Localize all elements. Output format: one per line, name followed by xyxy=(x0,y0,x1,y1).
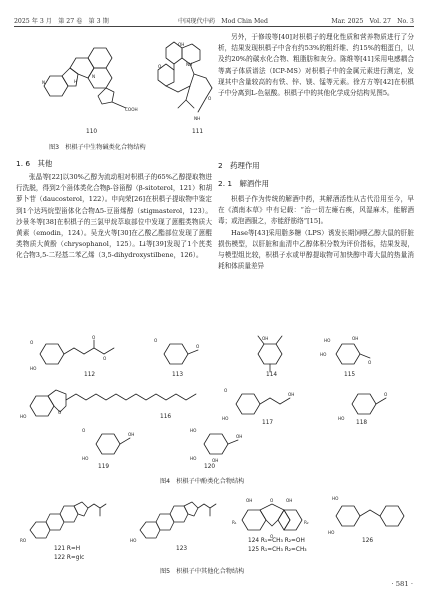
svg-text:OH: OH xyxy=(246,498,253,503)
paragraph-anti-alcohol: 枳椇子作为传统的解酒中药，其解酒活性从古代沿用至今，早在《滇南本草》中有记载：“治一切左瘫右痪，风湿麻木，能解酒毒；或泡酒服之，亦能舒筋络”[15]。 xyxy=(218,195,414,226)
header-volume: Mar. 2025 Vol. 27 No. 3 xyxy=(331,18,414,25)
compound-label-117: 117 xyxy=(262,420,274,426)
svg-text:O: O xyxy=(224,388,228,393)
svg-text:R₁: R₁ xyxy=(232,520,237,525)
svg-text:OH: OH xyxy=(286,498,293,503)
svg-text:OH: OH xyxy=(178,42,185,47)
structure-123 xyxy=(130,494,220,546)
structure-112 xyxy=(30,334,140,374)
structure-120 xyxy=(186,420,246,464)
compound-label-112: 112 xyxy=(84,372,96,378)
compound-label-120: 120 xyxy=(204,464,216,470)
svg-text:N: N xyxy=(92,74,96,79)
paragraph-hase-study: Hase等[43]采用脂多糖（LPS）诱发长期饲喂乙醇大鼠的肝脏损伤模型，以肝脏和血清中乙醇体积分数为评价指标，结果发现，与模型组比较，枳椇子水或甲醇提取物可加快醇中毒大鼠的热量消耗和体质量差异 xyxy=(218,228,414,271)
svg-text:HO: HO xyxy=(222,416,229,421)
svg-text:O: O xyxy=(196,344,200,349)
svg-text:O: O xyxy=(30,340,34,345)
header-journal: 中国现代中药 Mod Chin Med xyxy=(178,18,268,25)
svg-text:RO: RO xyxy=(20,538,27,543)
svg-text:COOH: COOH xyxy=(125,107,138,112)
compound-label-124: 124 R₁=CH₃ R₂=OH xyxy=(248,538,305,544)
section-heading-1-6: 1. 6 其他 xyxy=(16,159,53,168)
svg-text:HO: HO xyxy=(338,416,345,421)
page-number: · 581 · xyxy=(391,580,413,588)
right-column-pharmacology xyxy=(218,194,414,272)
svg-text:HO: HO xyxy=(190,428,197,433)
svg-text:O: O xyxy=(154,338,158,343)
svg-text:O: O xyxy=(270,498,274,503)
compound-label-114: 114 xyxy=(266,372,278,378)
figure-5-caption: 图5 枳椇子中其他化合物结构 xyxy=(160,568,245,575)
figure-3-caption: 图3 枳椇子中生物碱类化合物结构 xyxy=(49,144,146,151)
compound-label-125: 125 R₁=CH₃ R₂=CH₃ xyxy=(248,547,307,553)
svg-text:R₂: R₂ xyxy=(304,520,309,525)
svg-text:O: O xyxy=(368,360,372,365)
compound-label-116: 116 xyxy=(160,414,172,420)
structure-119 xyxy=(82,424,142,464)
compound-label-113: 113 xyxy=(172,372,184,378)
right-column-body xyxy=(218,32,414,99)
section-heading-2-1: 2. 1 解酒作用 xyxy=(218,179,270,188)
svg-text:O: O xyxy=(82,428,86,433)
svg-text:HO: HO xyxy=(20,414,27,419)
svg-text:OH: OH xyxy=(288,392,295,397)
compound-label-122: 122 R=glc xyxy=(54,555,85,561)
svg-text:H: H xyxy=(74,79,78,84)
svg-text:NH: NH xyxy=(186,62,193,67)
svg-text:O: O xyxy=(92,335,96,340)
svg-text:HO: HO xyxy=(130,538,137,543)
svg-text:HO: HO xyxy=(190,456,197,461)
structure-124-125 xyxy=(232,494,318,542)
svg-text:HO: HO xyxy=(328,530,335,535)
svg-text:HO: HO xyxy=(320,352,327,357)
structure-110 xyxy=(30,34,150,134)
structure-118 xyxy=(338,384,398,424)
svg-text:OH: OH xyxy=(236,434,243,439)
section-1-6-body xyxy=(16,172,212,262)
compound-label-111: 111 xyxy=(192,129,204,135)
svg-text:O: O xyxy=(58,410,62,415)
structure-116 xyxy=(20,384,210,424)
compound-label-123: 123 xyxy=(176,546,188,552)
structure-126 xyxy=(322,490,412,538)
paragraph-nutrients: 另外，于修竣等[40]对枳椇子的理化性质和营养物质进行了分析，结果发现枳椇子中含有约53%的粗纤维、约15%的粗蛋白，以及约20%的碳水化合物、粗脂肪和灰分。陈维等[41]采用电感耦合等离子体质谱法（ICP-MS）对枳椇子中的金属元素进行测定，发现其中含量较高的有铁、锌、镁、锰等元素。徐方方等[42]在枳椇子中分离到L-色氨酸。枳椇子中的其他化学成分结构见图5。 xyxy=(218,33,414,98)
svg-text:O: O xyxy=(158,64,162,69)
section-heading-2: 2 药理作用 xyxy=(218,161,260,170)
svg-text:O: O xyxy=(384,392,388,397)
figure-4-caption: 图4 枳椇子中酚类化合物结构 xyxy=(160,478,245,485)
svg-text:O: O xyxy=(208,96,212,101)
svg-text:HO: HO xyxy=(30,366,37,371)
svg-text:HO: HO xyxy=(332,496,339,501)
svg-text:OH: OH xyxy=(352,336,359,341)
svg-text:O: O xyxy=(270,534,274,539)
svg-text:N: N xyxy=(42,80,46,85)
header-issue: 2025 年 3 月 第 27 卷 第 3 期 xyxy=(14,18,109,25)
compound-label-110: 110 xyxy=(86,129,98,135)
structure-113 xyxy=(154,334,204,374)
header-rule xyxy=(14,26,414,27)
svg-text:O: O xyxy=(103,356,107,361)
compound-label-118: 118 xyxy=(356,420,368,426)
svg-text:OH: OH xyxy=(212,458,219,463)
svg-text:HO: HO xyxy=(82,456,89,461)
compound-label-121: 121 R=H xyxy=(54,546,81,552)
svg-text:OH: OH xyxy=(128,432,135,437)
structure-114 xyxy=(240,330,300,374)
svg-text:NH: NH xyxy=(194,116,201,121)
paragraph-other-compounds: 张晶等[22]以30%乙醇为流动相对枳椇子的65%乙醇提取物进行洗脱，得到2个甾体类化合物β-谷甾醇（β-sitoterol，121）和胡萝卜苷（daucosterol，122）。申向荣[26]在枳椇子提取物中鉴定到1个达玛烷型甾体化合物Δ5-豆甾烯醇（stigmasterol，123）。沙景冬等[38]在枳椇子的三氯甲烷萃取部位中发现了蒽醌类物质大黄素（emodin，124）。吴龙火等[30]在乙酸乙酯部位发现了蒽醌类物质大黄酚（chrysophanol，125）。Li等[39]发现了1个芪类化合物3,5-二羟基二苯乙烯（3,5-dihydroxystilbene，126）。 xyxy=(16,173,212,260)
structure-115 xyxy=(318,330,378,374)
compound-label-115: 115 xyxy=(344,372,356,378)
structure-117 xyxy=(222,384,312,424)
compound-label-119: 119 xyxy=(98,464,110,470)
compound-label-126: 126 xyxy=(362,538,374,544)
structure-121-122 xyxy=(20,494,110,546)
svg-text:HO: HO xyxy=(324,338,331,343)
svg-text:OH: OH xyxy=(262,336,269,341)
